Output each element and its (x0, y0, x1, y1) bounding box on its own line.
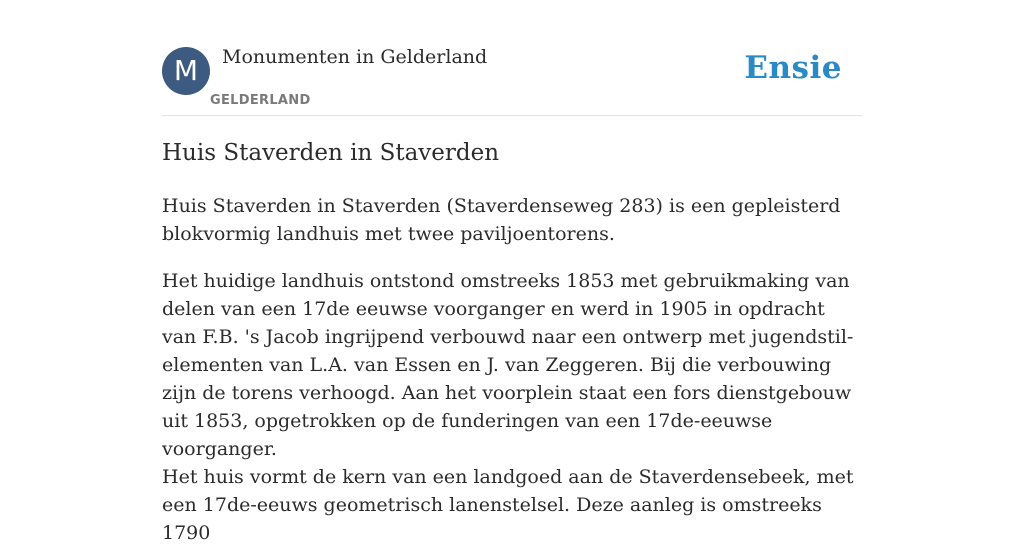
author-avatar[interactable]: M (162, 47, 210, 95)
article-container (162, 0, 862, 544)
author-name-link[interactable]: Monumenten in Gelderland (222, 46, 488, 68)
category-label[interactable]: GELDERLAND (210, 93, 311, 108)
article-paragraph: Het huidige landhuis ontstond omstreeks 1853 met gebruikmaking van delen van een 17de eeuwse voorganger en werd in 1905 in opdracht van F.B. 's Jacob ingrijpend verbouwd naar een ontwerp met jugendstil-elementen van L.A. van Essen en J. van Zeggeren. Bij die verbouwing zijn de torens verhoogd. Aan het voorplein staat een fors dienstgebouw uit 1853, opgetrokken op de funderingen van een 17de-eeuwse voorganger. (162, 270, 854, 460)
ensie-logo[interactable]: Ensie (744, 50, 842, 86)
article-paragraph: Het huis vormt de kern van een landgoed aan de Staverdensebeek, met een 17de-eeuws geometrisch lanenstelsel. Deze aanleg is omstreeks 1790 (162, 466, 854, 544)
article-title: Huis Staverden in Staverden (162, 140, 500, 166)
article-header (162, 0, 862, 116)
article-paragraph: Huis Staverden in Staverden (Staverdenseweg 283) is een gepleisterd blokvormig landhuis met twee paviljoentorens. (162, 195, 841, 245)
